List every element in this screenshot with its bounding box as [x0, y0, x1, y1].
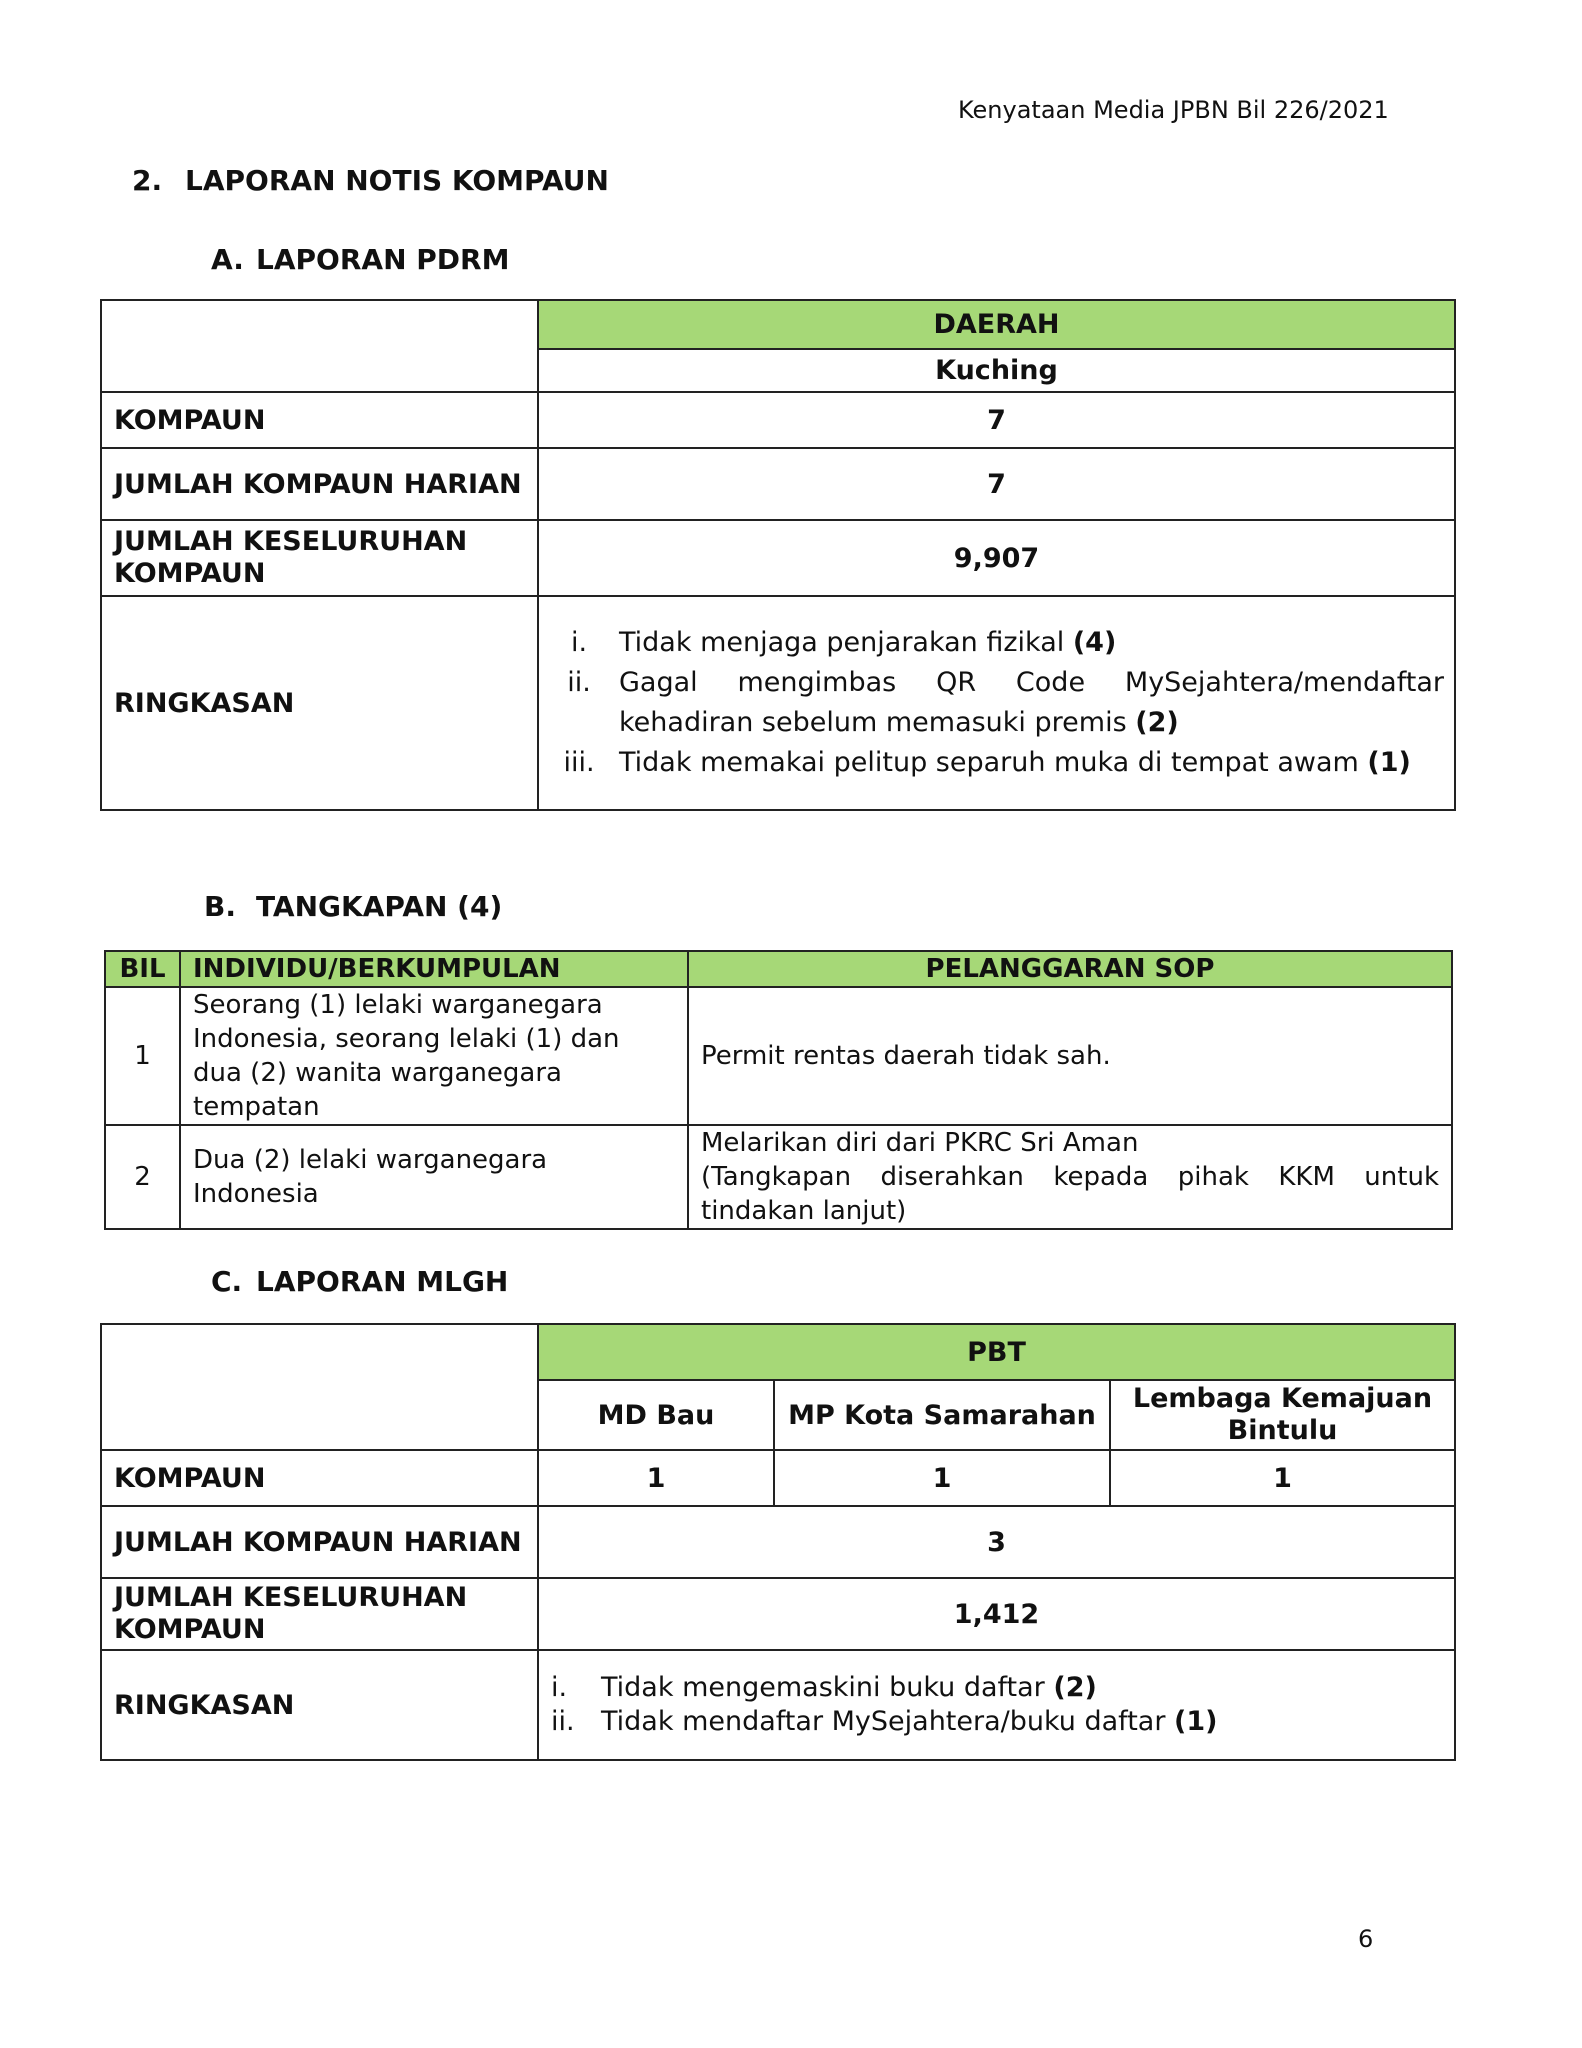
section-heading — [132, 164, 609, 197]
part-c-heading — [211, 1265, 508, 1298]
row-value: 1 — [774, 1450, 1110, 1506]
pdrm-col-header: DAERAH — [538, 300, 1455, 349]
pelanggaran-note: (Tangkapan diserahkan kepada pihak KKM untuk tindakan lanjut) — [701, 1162, 1439, 1226]
row-value: 9,907 — [538, 520, 1455, 596]
row-label: JUMLAH KOMPAUN HARIAN — [101, 448, 538, 520]
part-c-title: LAPORAN MLGH — [256, 1265, 509, 1298]
item-text: Tidak menjaga penjarakan fizikal (4) — [619, 627, 1117, 658]
row-value: 3 — [538, 1506, 1455, 1578]
table-row — [101, 596, 1455, 810]
list-item — [551, 1705, 1442, 1739]
part-b-heading — [204, 890, 502, 923]
row-individu: Dua (2) lelaki warganegara Indonesia — [180, 1125, 688, 1229]
row-bil: 2 — [105, 1125, 180, 1229]
page-number: 6 — [1358, 1925, 1374, 1953]
row-bil: 1 — [105, 987, 180, 1125]
mlgh-table — [100, 1323, 1456, 1761]
row-label: KOMPAUN — [101, 392, 538, 448]
header-pelanggaran: PELANGGARAN SOP — [688, 951, 1452, 987]
row-value: 1 — [1110, 1450, 1455, 1506]
row-value: 7 — [538, 392, 1455, 448]
table-row — [105, 987, 1452, 1125]
row-label: KOMPAUN — [101, 1450, 538, 1506]
summary-label: RINGKASAN — [101, 1650, 538, 1760]
pelanggaran-text: Melarikan diri dari PKRC Sri Aman — [701, 1128, 1139, 1158]
part-a-title: LAPORAN PDRM — [256, 243, 510, 276]
table-row — [101, 448, 1455, 520]
table-row — [101, 1578, 1455, 1650]
part-b-letter: B. — [204, 890, 236, 923]
summary-list — [539, 623, 1444, 783]
pdrm-table — [100, 299, 1456, 811]
list-item — [539, 743, 1444, 783]
summary-cell — [538, 596, 1455, 810]
mlgh-col-header: PBT — [538, 1324, 1455, 1380]
summary-cell — [538, 1650, 1455, 1760]
row-pelanggaran — [688, 1125, 1452, 1229]
part-c-letter: C. — [211, 1265, 243, 1298]
row-value: 7 — [538, 448, 1455, 520]
section-number: 2. — [132, 164, 163, 197]
part-a-letter: A. — [211, 243, 244, 276]
table-row — [101, 1506, 1455, 1578]
table-row — [101, 1650, 1455, 1760]
summary-list — [551, 1671, 1442, 1739]
item-number: iii. — [563, 747, 595, 778]
tangkapan-table — [104, 950, 1453, 1230]
row-value: 1,412 — [538, 1578, 1455, 1650]
pdrm-corner-cell — [101, 300, 538, 392]
pdrm-col-sub: Kuching — [538, 349, 1455, 392]
row-pelanggaran: Permit rentas daerah tidak sah. — [688, 987, 1452, 1125]
item-text: Tidak memakai pelitup separuh muka di tempat awam (1) — [619, 747, 1411, 778]
mlgh-corner-cell — [101, 1324, 538, 1450]
row-individu: Seorang (1) lelaki warganegara Indonesia, seorang lelaki (1) dan dua (2) wanita warganegara tempatan — [180, 987, 688, 1125]
row-label: JUMLAH KESELURUHAN KOMPAUN — [101, 520, 538, 596]
item-number: i. — [570, 627, 588, 658]
header-individu: INDIVIDU/BERKUMPULAN — [180, 951, 688, 987]
table-row — [101, 392, 1455, 448]
item-text: Tidak mendaftar MySejahtera/buku daftar (1) — [601, 1706, 1218, 1737]
row-value: 1 — [538, 1450, 774, 1506]
item-number: ii. — [551, 1706, 575, 1737]
list-item — [539, 663, 1444, 743]
document-reference: Kenyataan Media JPBN Bil 226/2021 — [958, 96, 1389, 124]
column-md-bau: MD Bau — [538, 1380, 774, 1450]
summary-label: RINGKASAN — [101, 596, 538, 810]
table-row — [101, 1450, 1455, 1506]
list-item — [551, 1671, 1442, 1705]
column-mp-kota-samarahan: MP Kota Samarahan — [774, 1380, 1110, 1450]
header-bil: BIL — [105, 951, 180, 987]
table-row — [101, 520, 1455, 596]
item-number: i. — [551, 1672, 568, 1703]
column-lembaga-kemajuan-bintulu: Lembaga Kemajuan Bintulu — [1110, 1380, 1455, 1450]
item-text: Gagal mengimbas QR Code MySejahtera/mendaftar kehadiran sebelum memasuki premis (2) — [619, 667, 1444, 738]
section-title: LAPORAN NOTIS KOMPAUN — [185, 164, 609, 197]
row-label: JUMLAH KOMPAUN HARIAN — [101, 1506, 538, 1578]
part-b-title: TANGKAPAN (4) — [256, 890, 503, 923]
item-text: Tidak mengemaskini buku daftar (2) — [601, 1672, 1097, 1703]
table-row — [105, 1125, 1452, 1229]
row-label: JUMLAH KESELURUHAN KOMPAUN — [101, 1578, 538, 1650]
part-a-heading — [211, 243, 509, 276]
item-number: ii. — [567, 667, 591, 698]
list-item — [539, 623, 1444, 663]
